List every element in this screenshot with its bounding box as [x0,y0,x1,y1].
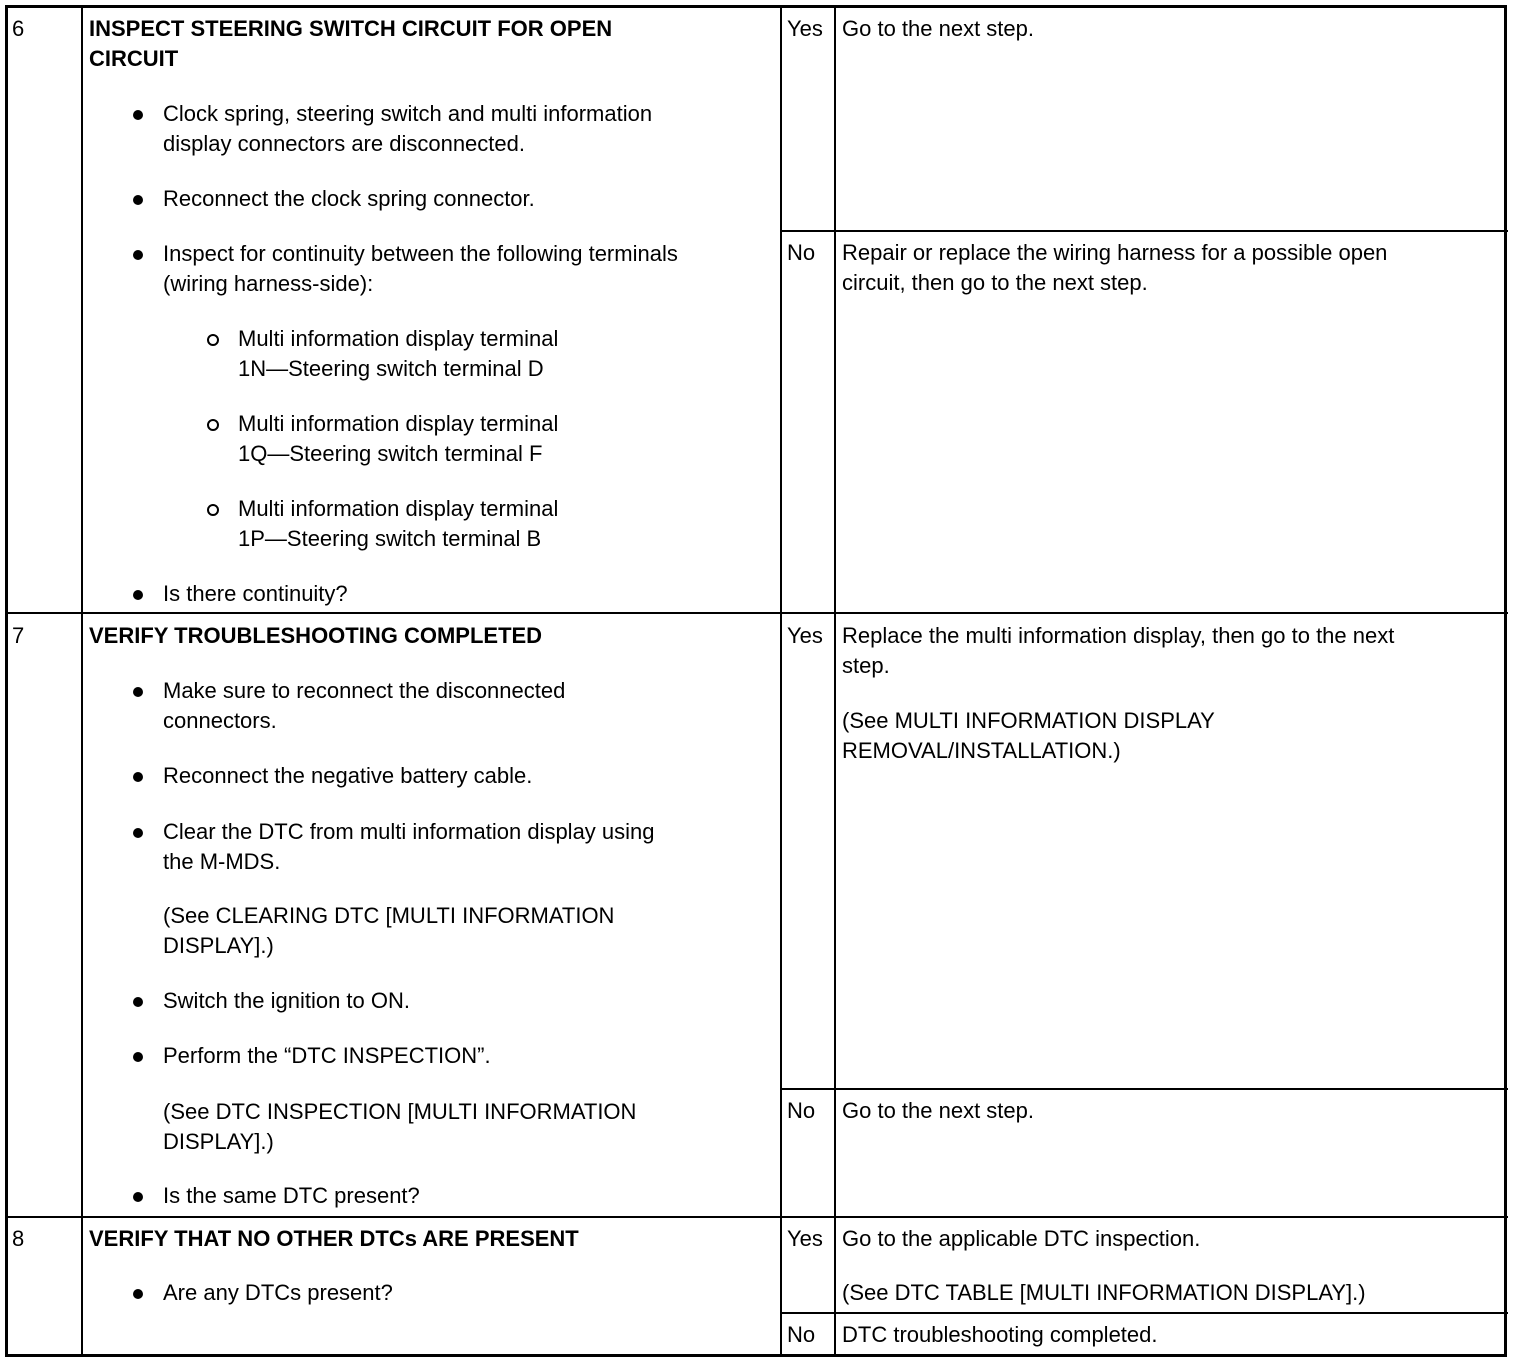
bullet-icon [133,828,143,838]
sub-bullet-icon [207,419,219,431]
yes-no-divider-6 [780,230,1508,232]
instruction: Perform the “DTC INSPECTION”. [163,1043,491,1068]
instruction-cont: connectors. [163,708,277,733]
terminal-pair: Multi information display terminal [238,326,559,351]
terminal-pair-cont: 1Q—Steering switch terminal F [238,441,543,466]
col-divider-step [81,6,83,1356]
no-action-cont: circuit, then go to the next step. [842,270,1148,295]
yes-label: Yes [787,1226,823,1251]
question: Is there continuity? [163,581,348,606]
yes-action: Go to the next step. [842,16,1035,41]
row-divider-7-8 [6,1216,1508,1218]
step-title: VERIFY THAT NO OTHER DTCs ARE PRESENT [89,1226,579,1251]
instruction: Clear the DTC from multi information display using [163,819,655,844]
step-title-cont: CIRCUIT [89,46,179,71]
col-divider-action [780,6,782,1356]
bullet-icon [133,772,143,782]
yes-no-divider-8 [780,1312,1508,1314]
bullet-icon [133,195,143,205]
instruction: Reconnect the negative battery cable. [163,763,533,788]
question: Are any DTCs present? [163,1280,393,1305]
step-number: 8 [12,1226,25,1251]
terminal-pair: Multi information display terminal [238,496,559,521]
bullet-icon [133,1289,143,1299]
bullet-icon [133,997,143,1007]
instruction-cont: display connectors are disconnected. [163,131,525,156]
no-label: No [787,240,816,265]
step-number: 7 [12,623,25,648]
yes-reference: (See MULTI INFORMATION DISPLAY [842,708,1215,733]
no-label: No [787,1098,816,1123]
question: Is the same DTC present? [163,1183,420,1208]
instruction-cont: (wiring harness-side): [163,271,374,296]
reference-cont: DISPLAY].) [163,1129,274,1154]
yes-reference: (See DTC TABLE [MULTI INFORMATION DISPLAY].) [842,1280,1366,1305]
instruction: Reconnect the clock spring connector. [163,186,535,211]
bullet-icon [133,590,143,600]
yes-label: Yes [787,623,823,648]
yes-reference-cont: REMOVAL/INSTALLATION.) [842,738,1121,763]
row-divider-6-7 [6,612,1508,614]
no-action: DTC troubleshooting completed. [842,1322,1158,1347]
sub-bullet-icon [207,334,219,346]
reference: (See DTC INSPECTION [MULTI INFORMATION [163,1099,637,1124]
yes-no-divider-7 [780,1088,1508,1090]
step-title: VERIFY TROUBLESHOOTING COMPLETED [89,623,543,648]
yes-action-cont: step. [842,653,890,678]
yes-action: Go to the applicable DTC inspection. [842,1226,1201,1251]
step-title: INSPECT STEERING SWITCH CIRCUIT FOR OPEN [89,16,613,41]
reference: (See CLEARING DTC [MULTI INFORMATION [163,903,615,928]
bullet-icon [133,1052,143,1062]
terminal-pair-cont: 1P—Steering switch terminal B [238,526,542,551]
instruction: Inspect for continuity between the following terminals [163,241,678,266]
bullet-icon [133,110,143,120]
col-divider-answer [834,6,836,1356]
no-label: No [787,1322,816,1347]
no-action: Repair or replace the wiring harness for a possible open [842,240,1388,265]
step-number: 6 [12,16,25,41]
bullet-icon [133,1192,143,1202]
no-action: Go to the next step. [842,1098,1035,1123]
instruction: Switch the ignition to ON. [163,988,411,1013]
yes-action: Replace the multi information display, then go to the next [842,623,1395,648]
bullet-icon [133,250,143,260]
reference-cont: DISPLAY].) [163,933,274,958]
sub-bullet-icon [207,504,219,516]
instruction: Clock spring, steering switch and multi information [163,101,653,126]
bullet-icon [133,687,143,697]
terminal-pair-cont: 1N—Steering switch terminal D [238,356,544,381]
terminal-pair: Multi information display terminal [238,411,559,436]
instruction-cont: the M-MDS. [163,849,281,874]
yes-label: Yes [787,16,823,41]
instruction: Make sure to reconnect the disconnected [163,678,566,703]
